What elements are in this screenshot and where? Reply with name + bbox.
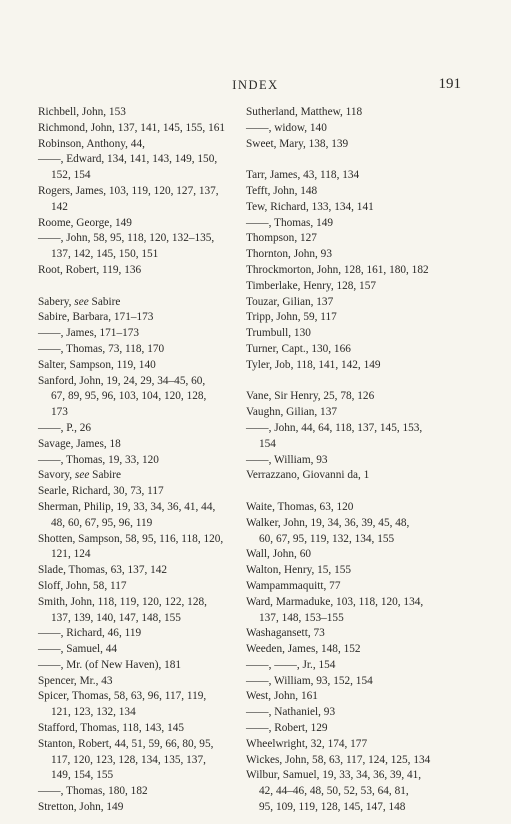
index-entry-line: Wilbur, Samuel, 19, 33, 34, 36, 39, 41, [246,769,422,782]
index-entry [38,374,250,421]
index-entry-line: ——, John, 58, 95, 118, 120, 132–135, [38,232,215,245]
index-entry-line: ——, widow, 140 [246,121,327,134]
index-entry [246,658,476,674]
index-entry-line: Salter, Sampson, 119, 140 [38,358,156,371]
index-entry-continuation: 152, 154 [51,169,91,182]
index-entry [38,295,250,311]
index-entry-line: Shotten, Sampson, 58, 95, 116, 118, 120, [38,532,224,545]
index-entry [38,563,250,579]
index-entry-continuation: 48, 60, 67, 95, 96, 119 [51,516,153,529]
section-gap [246,152,476,168]
index-entry-line: ——, P., 26 [38,421,92,434]
index-entry-line: ——, Thomas, 73, 118, 170 [38,342,165,355]
index-entry-line: Walker, John, 19, 34, 36, 39, 45, 48, [246,516,410,529]
index-entry-line: Tyler, Job, 118, 141, 142, 149 [246,358,381,371]
index-entry [38,326,250,342]
index-entry [38,800,250,816]
index-entry [246,389,476,405]
index-entry [38,642,250,658]
index-entry-continuation: 137, 142, 145, 150, 151 [51,248,159,261]
index-entry-line: Throckmorton, John, 128, 161, 180, 182 [246,263,429,276]
index-entry [38,689,250,721]
index-entry-line: Root, Robert, 119, 136 [38,263,142,276]
index-entry [246,579,476,595]
index-entry [246,674,476,690]
index-entry [38,484,250,500]
index-entry [246,642,476,658]
index-entry [38,152,250,184]
index-entry-line: ——, John, 44, 64, 118, 137, 145, 153, [246,421,423,434]
index-entry-line: Richbell, John, 153 [38,106,126,118]
index-entry [246,547,476,563]
index-entry-line: Spicer, Thomas, 58, 63, 96, 117, 119, [38,690,207,703]
index-entry-line: Tripp, John, 59, 117 [246,311,337,324]
index-entry-line: ——, Mr. (of New Haven), 181 [38,658,182,671]
index-entry-line: Weeden, James, 148, 152 [246,643,361,656]
index-entry-line: ——, Samuel, 44 [38,643,118,656]
index-entry [38,421,250,437]
index-column-left [38,105,250,816]
index-entry [38,532,250,564]
see-reference: see [74,295,89,308]
index-entry [246,326,476,342]
index-entry-line: ——, Thomas, 19, 33, 120 [38,453,159,466]
index-entry [246,342,476,358]
index-entry [246,200,476,216]
index-entry-line: Washagansett, 73 [246,627,325,640]
index-entry-line: Smith, John, 118, 119, 120, 122, 128, [38,595,207,608]
index-entry-continuation: 149, 154, 155 [51,769,114,782]
index-entry [246,737,476,753]
index-entry-line: Vaughn, Gilian, 137 [246,406,337,419]
index-entry-line: Vane, Sir Henry, 25, 78, 126 [246,390,375,403]
index-entry-line: Wall, John, 60 [246,548,311,561]
index-entry-line: Touzar, Gilian, 137 [246,295,334,308]
index-entry-line: Sabery, see Sabire [38,295,121,308]
index-entry-line: Richmond, John, 137, 141, 145, 155, 161 [38,121,226,134]
index-entry-line: Tew, Richard, 133, 134, 141 [246,200,374,213]
index-entry [38,784,250,800]
index-entry [246,626,476,642]
index-entry-line: ——, ——, Jr., 154 [246,658,336,671]
index-entry-continuation: 67, 89, 95, 96, 103, 104, 120, 128, [51,390,207,403]
index-entry-continuation: 42, 44–46, 48, 50, 52, 53, 64, 81, [259,785,409,798]
index-entry [38,137,250,153]
see-reference: see [74,469,90,482]
index-entry [246,516,476,548]
index-entry [246,689,476,705]
index-entry-continuation: 121, 124 [51,548,91,561]
index-entry [38,216,250,232]
index-entry-line: Timberlake, Henry, 128, 157 [246,279,377,292]
index-entry-continuation: 60, 67, 95, 119, 132, 134, 155 [259,532,395,545]
index-entry [246,310,476,326]
index-entry [38,121,250,137]
index-entry [246,184,476,200]
index-entry-line: Thornton, John, 93 [246,248,332,261]
index-entry-line: Savory, see Sabire [38,469,122,482]
index-entry-line: Walton, Henry, 15, 155 [246,564,352,577]
index-entry-line: Turner, Capt., 130, 166 [246,342,351,355]
index-entry-line: Slade, Thomas, 63, 137, 142 [38,564,168,577]
section-gap [38,279,250,295]
index-entry [246,753,476,769]
index-entry [246,247,476,263]
index-entry-line: Wheelwright, 32, 174, 177 [246,737,368,750]
index-entry [246,168,476,184]
index-entry-line: Spencer, Mr., 43 [38,674,113,687]
index-entry-line: West, John, 161 [246,690,318,703]
index-entry [246,121,476,137]
index-entry-line: Verrazzano, Giovanni da, 1 [246,469,370,482]
index-entry [38,358,250,374]
index-entry-line: ——, Edward, 134, 141, 143, 149, 150, [38,153,218,166]
index-entry [38,310,250,326]
index-entry [246,358,476,374]
index-entry [38,674,250,690]
index-entry [38,626,250,642]
index-entry-line: Tefft, John, 148 [246,184,318,197]
index-entry-continuation: 142 [51,200,68,213]
index-entry [246,105,476,121]
index-entry-line: Sherman, Philip, 19, 33, 34, 36, 41, 44, [38,500,216,513]
index-entry [38,579,250,595]
index-entry-line: Sweet, Mary, 138, 139 [246,137,349,150]
index-entry [246,279,476,295]
index-entry-line: Waite, Thomas, 63, 120 [246,500,354,513]
index-entry-line: Sutherland, Matthew, 118 [246,106,363,118]
index-column-right [246,105,476,816]
index-entry [38,453,250,469]
index-entry-line: Wampammaquitt, 77 [246,579,341,592]
index-entry-line: ——, William, 93 [246,453,328,466]
index-entry [246,263,476,279]
index-entry-line: ——, James, 171–173 [38,327,140,340]
index-entry-line: Roome, George, 149 [38,216,132,229]
index-entry [38,342,250,358]
page-number: 191 [438,76,461,92]
index-entry [38,721,250,737]
index-entry-line: Stafford, Thomas, 118, 143, 145 [38,722,185,735]
index-entry-line: ——, Thomas, 180, 182 [38,785,148,798]
index-entry-line: Stanton, Robert, 44, 51, 59, 66, 80, 95, [38,737,214,750]
index-entry [38,595,250,627]
index-entry-line: Trumbull, 130 [246,327,311,340]
running-header [0,78,511,98]
index-entry-continuation: 117, 120, 123, 128, 134, 135, 137, [51,753,206,766]
index-entry [246,295,476,311]
index-entry-line: Robinson, Anthony, 44, [38,137,145,150]
index-entry-continuation: 95, 109, 119, 128, 145, 147, 148 [259,801,406,814]
index-entry-line: ——, Thomas, 149 [246,216,334,229]
index-entry-line: Ward, Marmaduke, 103, 118, 120, 134, [246,595,424,608]
index-entry [246,216,476,232]
index-entry [246,405,476,421]
section-gap [246,374,476,390]
index-entry [38,184,250,216]
index-entry [246,768,476,815]
index-entry [38,500,250,532]
index-entry [246,705,476,721]
index-entry [38,658,250,674]
index-entry-line: ——, Robert, 129 [246,722,328,735]
index-entry [38,105,250,121]
index-entry-line: Savage, James, 18 [38,437,121,450]
index-entry [246,721,476,737]
index-entry [38,468,250,484]
index-entry-line: Wickes, John, 58, 63, 117, 124, 125, 134 [246,753,431,766]
index-entry-line: Tarr, James, 43, 118, 134 [246,169,360,182]
index-entry [246,453,476,469]
index-entry [246,137,476,153]
index-entry-line: Sanford, John, 19, 24, 29, 34–45, 60, [38,374,206,387]
index-entry-line: Thompson, 127 [246,232,317,245]
index-entry [246,500,476,516]
index-entry-line: Rogers, James, 103, 119, 120, 127, 137, [38,184,219,197]
index-entry [246,563,476,579]
index-entry-line: Searle, Richard, 30, 73, 117 [38,485,164,498]
index-entry [38,231,250,263]
index-entry-continuation: 137, 139, 140, 147, 148, 155 [51,611,181,624]
index-entry [38,737,250,784]
index-entry [246,468,476,484]
index-entry-continuation: 154 [259,437,276,450]
index-entry-line: Stretton, John, 149 [38,801,124,814]
index-entry-continuation: 121, 123, 132, 134 [51,706,136,719]
index-entry [38,437,250,453]
index-entry-line: ——, Nathaniel, 93 [246,706,336,719]
running-head-title: INDEX [232,78,279,92]
section-gap [246,484,476,500]
index-entry-line: ——, Richard, 46, 119 [38,627,142,640]
index-entry [38,263,250,279]
index-entry-line: Sabire, Barbara, 171–173 [38,311,154,324]
index-entry [246,231,476,247]
index-entry-line: Sloff, John, 58, 117 [38,579,127,592]
index-entry [246,421,476,453]
index-entry-continuation: 173 [51,406,68,419]
index-entry-line: ——, William, 93, 152, 154 [246,674,373,687]
index-entry [246,595,476,627]
index-entry-continuation: 137, 148, 153–155 [259,611,344,624]
